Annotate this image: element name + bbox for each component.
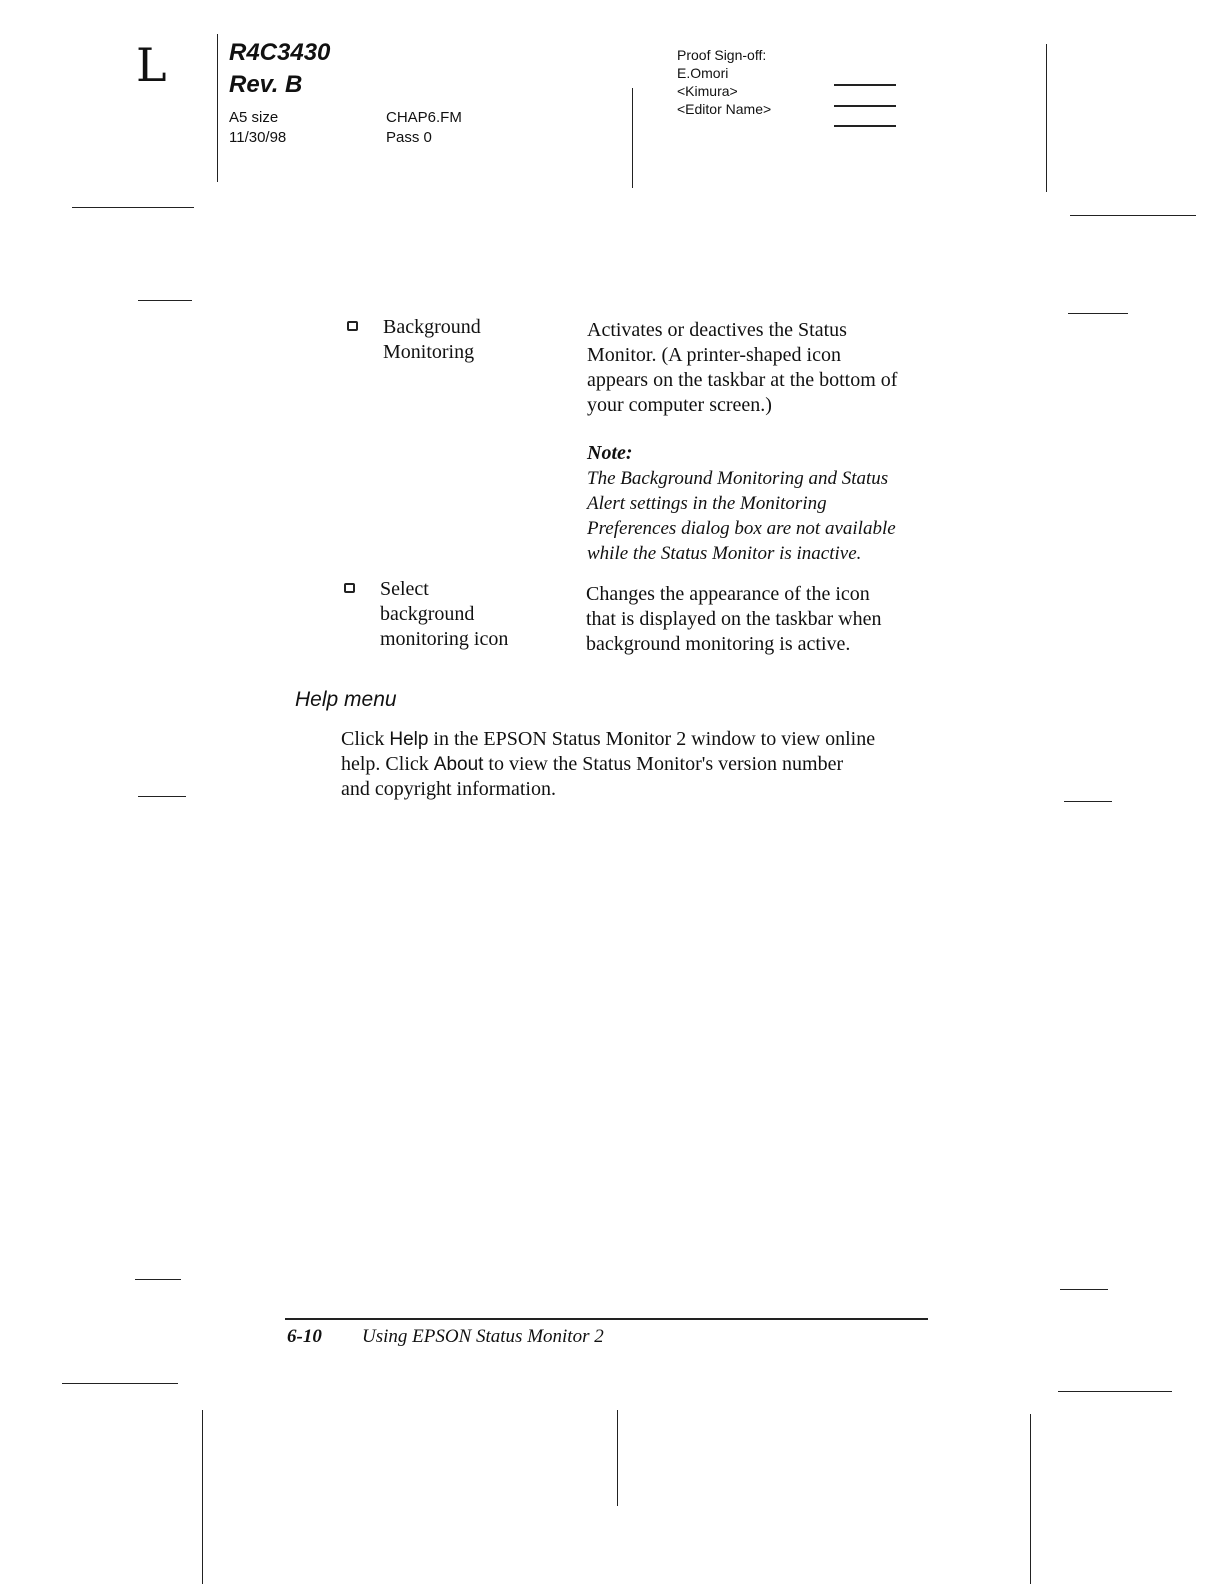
proof-signoff-block: [677, 46, 771, 118]
signoff-name: <Kimura>: [677, 83, 738, 99]
option-term: Background Monitoring: [383, 316, 481, 363]
option-term: Select background monitoring icon: [380, 578, 509, 650]
checkbox-bullet-icon: [347, 321, 358, 331]
crop-mark: [1064, 801, 1112, 802]
page-side-letter: L: [136, 38, 167, 92]
menu-term-help: Help: [389, 729, 429, 750]
running-footer-title: Using EPSON Status Monitor 2: [362, 1326, 604, 1347]
signature-line: [834, 84, 896, 86]
crop-mark: [1068, 313, 1128, 314]
menu-term-about: About: [433, 754, 484, 775]
crop-mark: [62, 1383, 178, 1384]
document-code: R4C3430: [229, 39, 331, 66]
option-description: Activates or deactives the Status Monitor. (A printer-shaped icon appears on the taskbar at the bottom of your computer screen.): [587, 319, 898, 416]
header-divider: [1046, 44, 1047, 192]
document-revision: Rev. B: [229, 71, 303, 98]
crop-mark: [1060, 1289, 1108, 1290]
bottom-crop-mark: [617, 1410, 618, 1506]
crop-mark: [1070, 215, 1196, 216]
section-heading: Help menu: [295, 688, 397, 711]
header-divider: [632, 88, 633, 188]
note-text: The Background Monitoring and Status Alert settings in the Monitoring Preferences dialog box are not available while the Status Monitor is inactive.: [587, 468, 896, 564]
page-number: 6-10: [287, 1326, 322, 1347]
proof-signoff-title: Proof Sign-off:: [677, 47, 767, 63]
footer-rule: [285, 1318, 928, 1320]
signoff-name: <Editor Name>: [677, 101, 772, 117]
note-label: Note:: [587, 442, 633, 464]
signature-line: [834, 125, 896, 127]
bottom-crop-mark: [1030, 1414, 1031, 1584]
crop-mark: [1058, 1391, 1172, 1392]
pass-number: Pass 0: [386, 129, 432, 146]
crop-mark: [72, 207, 194, 208]
crop-mark: [135, 1279, 181, 1280]
signature-line: [834, 105, 896, 107]
signoff-name: E.Omori: [677, 65, 729, 81]
crop-mark: [138, 796, 186, 797]
paper-size: A5 size: [229, 109, 279, 126]
checkbox-bullet-icon: [344, 583, 355, 593]
crop-mark: [138, 300, 192, 301]
option-description: Changes the appearance of the icon that is displayed on the taskbar when background monitoring is active.: [586, 583, 882, 655]
bottom-crop-mark: [202, 1410, 203, 1584]
help-paragraph: Click Help in the EPSON Status Monitor 2 window to view online help. Click About to view the Status Monitor's version number and copyright information.: [341, 728, 876, 800]
header-divider: [217, 34, 218, 182]
file-name: CHAP6.FM: [386, 109, 462, 126]
document-date: 11/30/98: [229, 129, 287, 146]
